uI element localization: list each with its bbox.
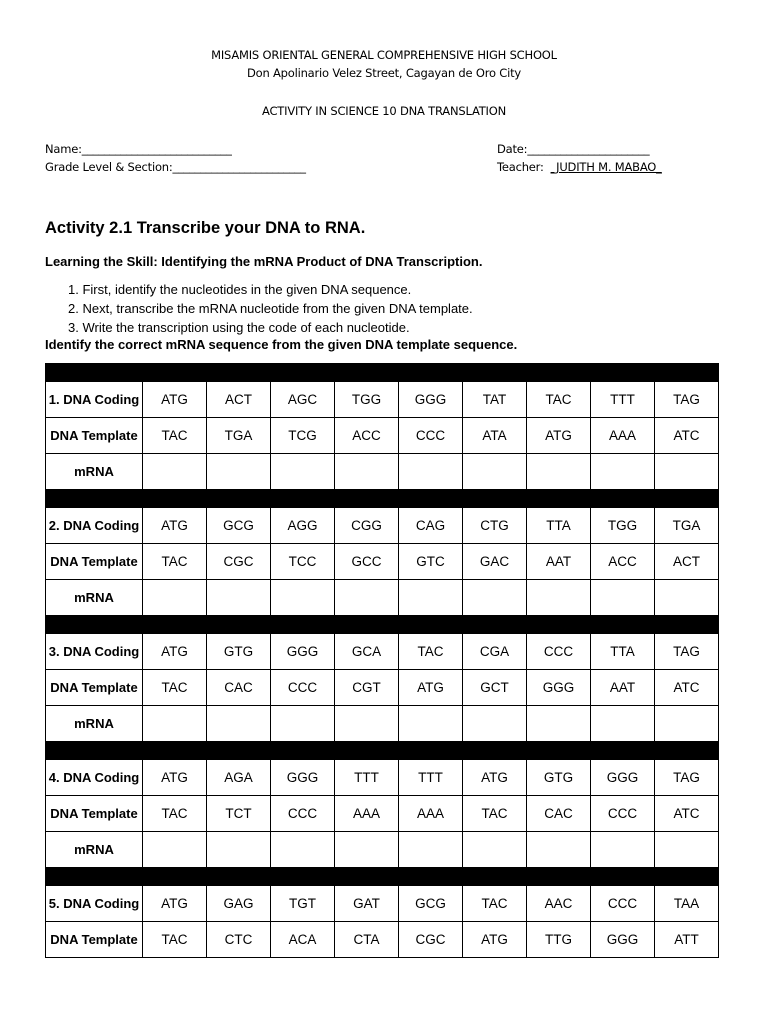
school-name: MISAMIS ORIENTAL GENERAL COMPREHENSIVE HIGH SCHOOL [211,48,557,62]
mrna-answer-cell[interactable] [335,832,399,868]
coding-codon-cell: ATG [143,634,207,670]
template-codon-cell: CTC [207,922,271,958]
template-codon-cell: CCC [271,796,335,832]
template-codon-cell: GGG [591,922,655,958]
mrna-answer-cell[interactable] [463,706,527,742]
dna-template-row [46,922,719,958]
template-label: DNA Template [46,418,143,454]
separator-bar [46,616,719,634]
template-label: DNA Template [46,670,143,706]
coding-label: 1. DNA Coding [46,382,143,418]
separator-bar [46,490,719,508]
coding-codon-cell: ATG [143,760,207,796]
group-separator-row [46,364,719,382]
mrna-answer-cell[interactable] [207,580,271,616]
coding-codon-cell: AGC [271,382,335,418]
mrna-answer-cell[interactable] [271,706,335,742]
mrna-answer-cell[interactable] [655,706,719,742]
template-codon-cell: TCT [207,796,271,832]
template-codon-cell: TGA [207,418,271,454]
coding-label: 2. DNA Coding [46,508,143,544]
step-item: 1. First, identify the nucleotides in the given DNA sequence. [68,282,412,297]
template-codon-cell: ACC [335,418,399,454]
dna-template-row [46,544,719,580]
group-separator-row [46,868,719,886]
template-codon-cell: TAC [143,544,207,580]
coding-codon-cell: ATG [463,760,527,796]
coding-label: 3. DNA Coding [46,634,143,670]
school-address: Don Apolinario Velez Street, Cagayan de Oro City [246,66,522,80]
template-codon-cell: AAT [591,670,655,706]
coding-codon-cell: ATG [143,382,207,418]
mrna-answer-cell[interactable] [207,832,271,868]
coding-codon-cell: TTT [399,760,463,796]
coding-codon-cell: TGA [655,508,719,544]
template-codon-cell: ACT [655,544,719,580]
mrna-answer-cell[interactable] [143,454,207,490]
coding-codon-cell: TTT [591,382,655,418]
mrna-answer-cell[interactable] [335,706,399,742]
template-codon-cell: CAC [527,796,591,832]
template-label: DNA Template [46,796,143,832]
coding-codon-cell: ATG [143,886,207,922]
coding-codon-cell: GTG [207,634,271,670]
mrna-answer-cell[interactable] [271,580,335,616]
teacher-label: Teacher: [497,160,551,174]
steps-list [68,280,473,337]
coding-codon-cell: CCC [527,634,591,670]
grade-section-field[interactable]: Grade Level & Section:________________________ [45,160,306,174]
mrna-answer-cell[interactable] [463,832,527,868]
coding-codon-cell: TTA [527,508,591,544]
mrna-answer-cell[interactable] [591,832,655,868]
template-codon-cell: CCC [399,418,463,454]
name-field[interactable]: Name:___________________________ [45,142,232,156]
template-codon-cell: AAT [527,544,591,580]
coding-codon-cell: AAC [527,886,591,922]
template-codon-cell: TAC [143,922,207,958]
coding-codon-cell: GAT [335,886,399,922]
coding-codon-cell: TAC [399,634,463,670]
mrna-label: mRNA [46,580,143,616]
group-separator-row [46,742,719,760]
dna-coding-row [46,382,719,418]
template-codon-cell: GAC [463,544,527,580]
separator-bar [46,742,719,760]
coding-codon-cell: CAG [399,508,463,544]
template-codon-cell: TCG [271,418,335,454]
template-codon-cell: ATC [655,418,719,454]
mrna-answer-cell[interactable] [399,580,463,616]
template-codon-cell: TCC [271,544,335,580]
coding-label: 4. DNA Coding [46,760,143,796]
teacher-field [497,160,662,174]
template-codon-cell: ACC [591,544,655,580]
coding-label: 5. DNA Coding [46,886,143,922]
separator-bar [46,868,719,886]
mrna-row [46,706,719,742]
template-codon-cell: CCC [591,796,655,832]
coding-codon-cell: GAG [207,886,271,922]
mrna-answer-cell[interactable] [655,580,719,616]
coding-codon-cell: GCA [335,634,399,670]
coding-codon-cell: CGA [463,634,527,670]
skill-heading: Learning the Skill: Identifying the mRNA Product of DNA Transcription. [45,254,483,269]
template-codon-cell: ATA [463,418,527,454]
mrna-answer-cell[interactable] [335,454,399,490]
mrna-answer-cell[interactable] [463,580,527,616]
mrna-answer-cell[interactable] [655,454,719,490]
dna-coding-row [46,634,719,670]
template-codon-cell: GCT [463,670,527,706]
mrna-answer-cell[interactable] [335,580,399,616]
dna-template-row [46,670,719,706]
coding-codon-cell: CGG [335,508,399,544]
coding-codon-cell: AGA [207,760,271,796]
coding-codon-cell: TGT [271,886,335,922]
template-codon-cell: ACA [271,922,335,958]
dna-template-row [46,418,719,454]
coding-codon-cell: GTG [527,760,591,796]
mrna-row [46,454,719,490]
coding-codon-cell: TAG [655,382,719,418]
template-codon-cell: TAC [463,796,527,832]
dna-coding-row [46,508,719,544]
template-codon-cell: ATG [527,418,591,454]
coding-codon-cell: TTT [335,760,399,796]
activity-title: ACTIVITY IN SCIENCE 10 DNA TRANSLATION [262,104,506,118]
mrna-label: mRNA [46,706,143,742]
coding-codon-cell: AGG [271,508,335,544]
mrna-answer-cell[interactable] [591,706,655,742]
template-codon-cell: AAA [399,796,463,832]
mrna-answer-cell[interactable] [399,454,463,490]
coding-codon-cell: GCG [399,886,463,922]
mrna-answer-cell[interactable] [143,832,207,868]
instruction-text: Identify the correct mRNA sequence from the given DNA template sequence. [45,337,518,352]
coding-codon-cell: CTG [463,508,527,544]
coding-codon-cell: GGG [271,634,335,670]
coding-codon-cell: GCG [207,508,271,544]
coding-codon-cell: CCC [591,886,655,922]
mrna-answer-cell[interactable] [591,454,655,490]
template-codon-cell: ATT [655,922,719,958]
mrna-answer-cell[interactable] [143,580,207,616]
group-separator-row [46,490,719,508]
coding-codon-cell: TAT [463,382,527,418]
template-codon-cell: GCC [335,544,399,580]
coding-codon-cell: ACT [207,382,271,418]
mrna-answer-cell[interactable] [463,454,527,490]
template-codon-cell: ATC [655,796,719,832]
template-codon-cell: CGC [399,922,463,958]
mrna-answer-cell[interactable] [207,454,271,490]
coding-codon-cell: TTA [591,634,655,670]
teacher-name: _JUDITH M. MABAO_ [550,160,662,174]
mrna-label: mRNA [46,454,143,490]
mrna-answer-cell[interactable] [399,706,463,742]
template-codon-cell: CCC [271,670,335,706]
dna-coding-row [46,760,719,796]
coding-codon-cell: GGG [591,760,655,796]
mrna-answer-cell[interactable] [527,454,591,490]
template-codon-cell: TTG [527,922,591,958]
template-codon-cell: AAA [335,796,399,832]
coding-codon-cell: GGG [271,760,335,796]
template-label: DNA Template [46,922,143,958]
step-item: 3. Write the transcription using the code of each nucleotide. [68,320,410,335]
template-codon-cell: TAC [143,418,207,454]
template-label: DNA Template [46,544,143,580]
template-codon-cell: GTC [399,544,463,580]
mrna-answer-cell[interactable] [655,832,719,868]
dna-transcription-table [45,363,719,958]
template-codon-cell: ATG [463,922,527,958]
mrna-row [46,832,719,868]
separator-bar [46,364,719,382]
coding-codon-cell: TAC [463,886,527,922]
template-codon-cell: CGC [207,544,271,580]
coding-codon-cell: TAG [655,760,719,796]
date-field[interactable]: Date:______________________ [497,142,650,156]
template-codon-cell: GGG [527,670,591,706]
mrna-answer-cell[interactable] [143,706,207,742]
coding-codon-cell: TAA [655,886,719,922]
mrna-row [46,580,719,616]
coding-codon-cell: TAC [527,382,591,418]
coding-codon-cell: TGG [591,508,655,544]
template-codon-cell: TAC [143,670,207,706]
group-separator-row [46,616,719,634]
mrna-answer-cell[interactable] [271,832,335,868]
mrna-answer-cell[interactable] [527,580,591,616]
mrna-answer-cell[interactable] [527,832,591,868]
template-codon-cell: TAC [143,796,207,832]
activity-heading: Activity 2.1 Transcribe your DNA to RNA. [45,219,366,237]
dna-coding-row [46,886,719,922]
coding-codon-cell: TAG [655,634,719,670]
mrna-answer-cell[interactable] [591,580,655,616]
coding-codon-cell: GGG [399,382,463,418]
mrna-label: mRNA [46,832,143,868]
template-codon-cell: ATG [399,670,463,706]
mrna-answer-cell[interactable] [399,832,463,868]
template-codon-cell: CGT [335,670,399,706]
coding-codon-cell: ATG [143,508,207,544]
mrna-answer-cell[interactable] [527,706,591,742]
step-item: 2. Next, transcribe the mRNA nucleotide from the given DNA template. [68,301,473,316]
template-codon-cell: CAC [207,670,271,706]
mrna-answer-cell[interactable] [271,454,335,490]
template-codon-cell: AAA [591,418,655,454]
template-codon-cell: ATC [655,670,719,706]
mrna-answer-cell[interactable] [207,706,271,742]
dna-template-row [46,796,719,832]
coding-codon-cell: TGG [335,382,399,418]
template-codon-cell: CTA [335,922,399,958]
